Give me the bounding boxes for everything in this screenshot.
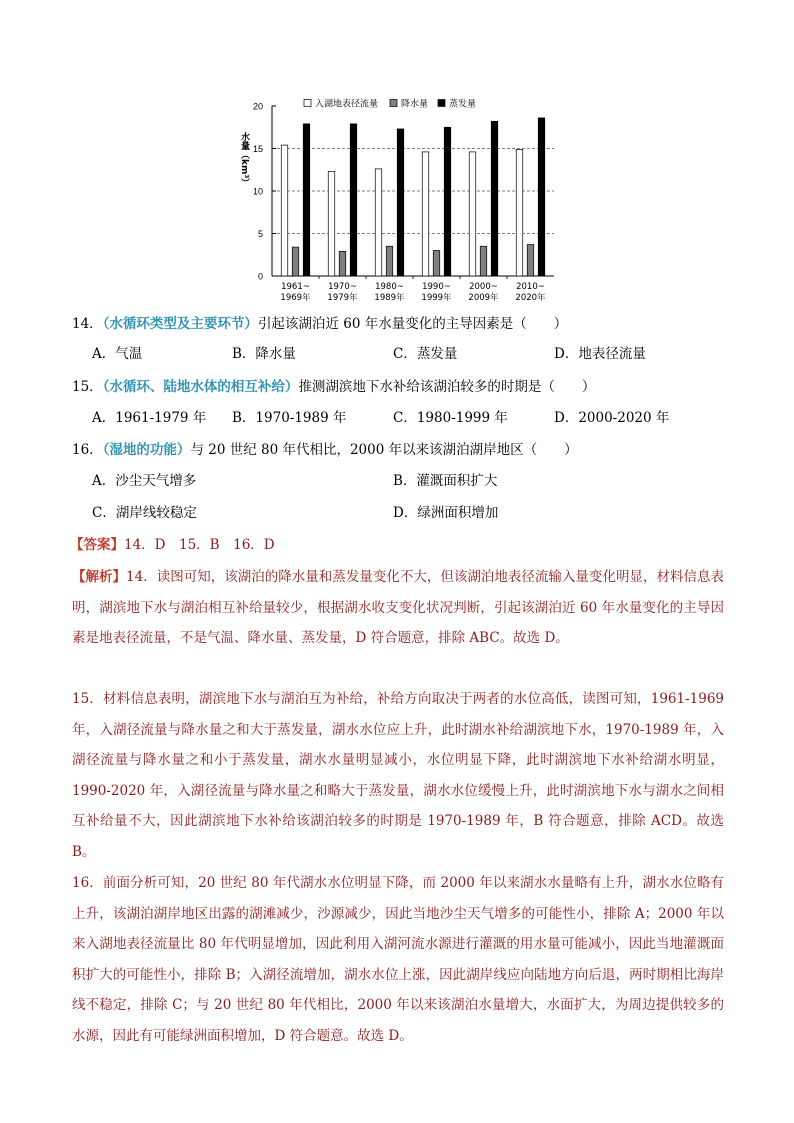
option-15-c: C．1980-1999 年	[393, 410, 508, 426]
option-16-c: C．湖岸线较稳定	[92, 505, 197, 521]
question-text: 引起该湖泊近 60 年水量变化的主导因素是（ ）	[257, 316, 568, 332]
bar	[516, 149, 523, 276]
question-15	[72, 377, 595, 397]
bar	[281, 145, 288, 276]
bar	[339, 251, 346, 276]
option-14-b: B．降水量	[232, 346, 296, 362]
answer-line	[70, 535, 275, 555]
bar	[397, 129, 404, 276]
answer-text: 14．D 15．B 16．D	[124, 537, 275, 553]
option-15-b: B．1970-1989 年	[232, 410, 347, 426]
legend-swatch	[438, 100, 445, 107]
question-16	[72, 440, 578, 460]
question-topic-tag: （水循环、陆地水体的相互补给）	[102, 379, 299, 395]
y-tick-label: 5	[257, 229, 263, 239]
y-tick-label: 0	[257, 271, 263, 282]
bar	[433, 251, 440, 277]
legend-label: 入湖地表径流量	[315, 99, 379, 110]
bar	[328, 171, 335, 276]
bar	[292, 247, 299, 276]
bar	[422, 152, 429, 276]
x-tick-label: 1980~ 1989年	[374, 282, 405, 303]
legend-swatch	[390, 100, 397, 107]
question-number: 16．	[72, 442, 103, 458]
bar	[491, 121, 498, 276]
y-tick-label: 15	[252, 144, 263, 154]
analysis-16: 16．前面分析可知，20 世纪 80 年代湖水水位明显下降，而 2000 年以来湖水水量略有上升，湖水水位略有上升，该湖泊湖岸地区出露的湖滩减少，沙源减少，因此当地沙尘天气增多的可能性小，排除 A；2000 年以来入湖地表径流量比 80 年代明显增加，因此利用入湖河流水源进行灌溉的用水量可能减小，因此当地灌溉面积扩大的可能性小，排除 B；入湖径流增加，湖水水位上涨，因此湖岸线应向陆地方向后退，两时期相比海岸线不稳定，排除 C；与 20 世纪 80 年代相比，2000 年以来该湖泊水量增大，水面扩大，为周边提供较多的水源，因此有可能绿洲面积增加，D 符合题意。故选 D。	[72, 875, 724, 1044]
answer-label: 【答案】	[70, 537, 124, 553]
bar	[538, 118, 545, 276]
question-number: 15．	[72, 379, 103, 395]
legend-swatch	[304, 100, 311, 107]
analysis-15: 15．材料信息表明，湖滨地下水与湖泊互为补给，补给方向取决于两者的水位高低，读图可知，1961-1969 年，入湖径流量与降水量之和大于蒸发量，湖水水位应上升，此时湖水补给湖滨地下水，1970-1989 年，入湖径流量与降水量之和小于蒸发量，湖水水量明显减小，水位明显下降，此时湖滨地下水补给湖水明显，1990-2020 年，入湖径流量与降水量之和略大于蒸发量，湖水水位缓慢上升，此时湖滨地下水与湖水之间相互补给量不大，因此湖滨地下水补给该湖泊较多的时期是 1970-1989 年，B 符合题意，排除 ACD。故选 B。	[72, 691, 724, 860]
legend-label: 蒸发量	[449, 99, 477, 110]
option-15-a: A．1961-1979 年	[92, 410, 207, 426]
y-tick-label: 20	[252, 101, 263, 112]
question-14	[72, 314, 567, 334]
option-15-d: D．2000-2020 年	[554, 410, 670, 426]
water-balance-bar-chart	[232, 96, 562, 306]
bar	[444, 127, 451, 276]
option-14-c: C．蒸发量	[393, 346, 458, 362]
analysis-14-text: 14．读图可知，该湖泊的降水量和蒸发量变化不大，但该湖泊地表径流输入量变化明显，材料信息表明，湖滨地下水与湖泊相互补给量较少，根据湖水收支变化状况判断，引起该湖泊近 60 年水量变化的主导因素是地表径流量，不是气温、降水量、蒸发量，D 符合题意，排除 ABC。故选 D。	[72, 569, 724, 647]
legend-label: 降水量	[401, 99, 429, 110]
option-16-d: D．绿洲面积增加	[393, 505, 499, 521]
x-tick-label: 1990~ 1999年	[421, 282, 452, 303]
question-number: 14．	[72, 316, 103, 332]
analysis-14	[72, 562, 724, 654]
question-text: 推测湖滨地下水补给该湖泊较多的时期是（ ）	[298, 379, 596, 395]
analysis-label: 【解析】	[72, 569, 127, 585]
x-tick-label: 2000~ 2009年	[468, 282, 499, 303]
x-tick-label: 1970~ 1979年	[327, 282, 358, 303]
y-axis-label: 水量（km³）	[239, 132, 249, 188]
question-text: 与 20 世纪 80 年代相比，2000 年以来该湖泊湖岸地区（ ）	[190, 442, 578, 458]
bar	[480, 246, 487, 276]
option-16-b: B．灌溉面积扩大	[393, 473, 498, 489]
question-topic-tag: （湿地的功能）	[102, 442, 191, 458]
option-16-a: A．沙尘天气增多	[92, 473, 197, 489]
x-tick-label: 2010~ 2020年	[515, 282, 546, 303]
bar	[469, 152, 476, 276]
option-14-a: A．气温	[92, 346, 143, 362]
bar	[386, 246, 393, 276]
bar	[375, 169, 382, 276]
option-14-d: D．地表径流量	[554, 346, 646, 362]
question-topic-tag: （水循环类型及主要环节）	[102, 316, 258, 332]
y-tick-label: 10	[252, 186, 263, 197]
bar	[303, 124, 310, 276]
bar	[527, 245, 534, 276]
bar	[350, 124, 357, 276]
x-tick-label: 1961~ 1969年	[280, 282, 311, 303]
